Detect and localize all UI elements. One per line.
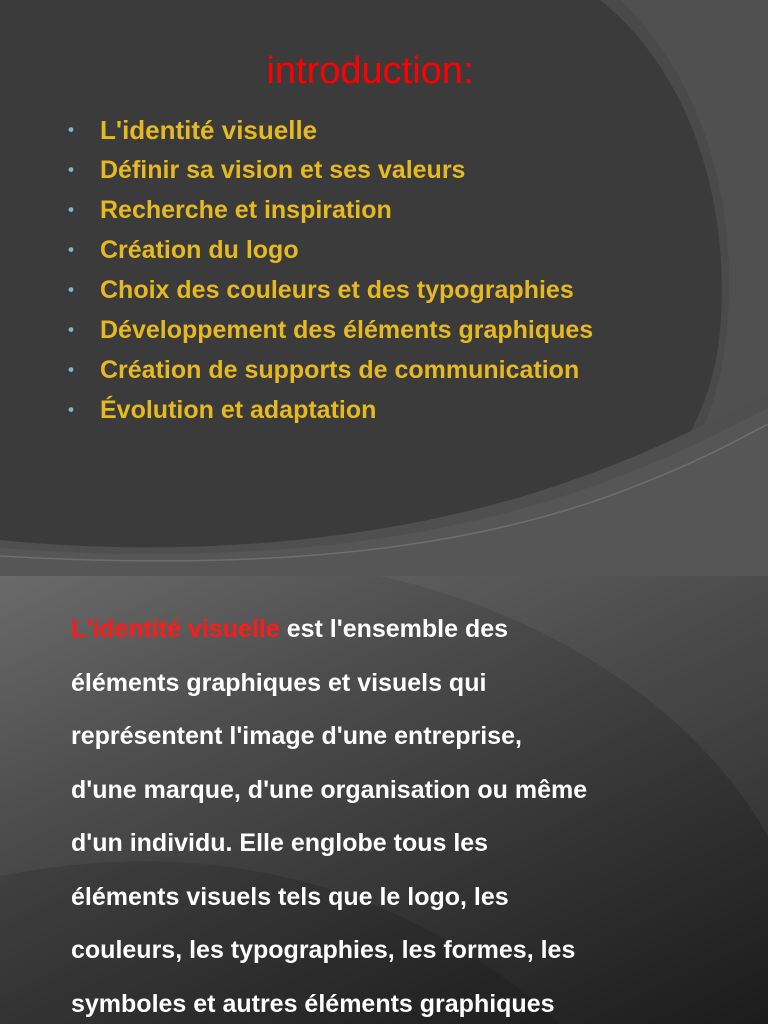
bullet-dot-icon: • <box>68 320 74 339</box>
paragraph-line: d'une marque, d'une organisation ou même <box>71 775 588 804</box>
bullet-text: Choix des couleurs et des typographies <box>100 276 574 304</box>
bullet-dot-icon: • <box>68 240 74 259</box>
paragraph-line: couleurs, les typographies, les formes, les <box>71 936 576 964</box>
bullet-text: L'identité visuelle <box>100 115 318 145</box>
slide-title: introduction: <box>266 50 474 92</box>
bullet-list <box>66 112 593 432</box>
bullet-item <box>66 352 593 392</box>
bullet-item <box>66 232 593 272</box>
bullet-dot-icon: • <box>68 160 74 179</box>
bullet-item <box>66 192 593 232</box>
bullet-dot-icon: • <box>68 280 74 299</box>
paragraph-line: d'un individu. Elle englobe tous les <box>71 829 489 857</box>
bullet-dot-icon: • <box>68 200 74 219</box>
bullet-text: Création de supports de communication <box>100 356 580 384</box>
paragraph-line: est l'ensemble des <box>279 615 509 643</box>
bullet-item <box>66 272 593 312</box>
bullet-text: Évolution et adaptation <box>100 396 377 424</box>
paragraph-line: éléments visuels tels que le logo, les <box>71 882 509 911</box>
paragraph-line: représentent l'image d'une entreprise, <box>71 722 522 750</box>
slide-definition <box>0 576 768 1024</box>
bullet-item <box>66 152 593 192</box>
bullet-dot-icon: • <box>68 400 74 419</box>
bullet-dot-icon: • <box>68 120 74 139</box>
bullet-item <box>66 312 593 352</box>
bullet-item <box>66 392 593 432</box>
definition-paragraph <box>71 603 731 1024</box>
bullet-text: Développement des éléments graphiques <box>100 316 594 344</box>
paragraph-line: symboles et autres éléments graphiques <box>71 989 555 1018</box>
paragraph-line: éléments graphiques et visuels qui <box>71 668 487 697</box>
bullet-text: Recherche et inspiration <box>100 196 392 224</box>
bullet-item <box>66 112 593 152</box>
bullet-dot-icon: • <box>68 360 74 379</box>
bullet-text: Définir sa vision et ses valeurs <box>100 156 466 184</box>
bullet-text: Création du logo <box>100 236 299 264</box>
highlighted-term: L'identité visuelle <box>71 615 280 643</box>
